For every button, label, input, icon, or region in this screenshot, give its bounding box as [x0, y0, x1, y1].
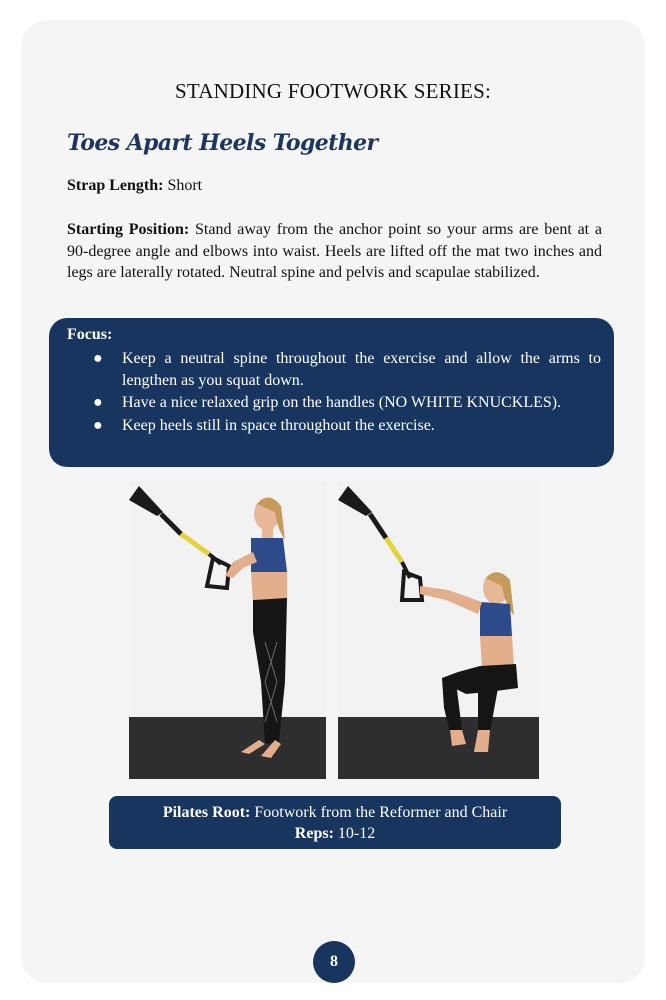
- reps-line: [109, 823, 561, 844]
- strap-length-value: Short: [167, 177, 203, 194]
- focus-item-text: Have a nice relaxed grip on the handles (NO WHITE KNUCKLES).: [122, 394, 562, 411]
- pilates-root-label: Pilates Root:: [162, 804, 251, 821]
- pilates-root-box: [109, 796, 561, 849]
- focus-item: [67, 348, 601, 391]
- pilates-root-line: [109, 802, 561, 823]
- starting-position: [67, 219, 602, 284]
- bullet-icon: ●: [93, 394, 103, 411]
- exercise-title: Toes Apart Heels Together: [67, 130, 378, 156]
- focus-item-text: Keep a neutral spine throughout the exercise and allow the arms to lengthen as you squat down.: [122, 350, 601, 389]
- reps-label: Reps:: [294, 825, 334, 842]
- focus-box: [49, 318, 614, 467]
- pilates-root-value: Footwork from the Reformer and Chair: [254, 804, 508, 821]
- starting-position-label: Starting Position:: [67, 221, 190, 238]
- focus-list: [67, 348, 601, 437]
- focus-item: [67, 392, 601, 414]
- bullet-icon: ●: [93, 416, 103, 434]
- strap-length: [67, 177, 202, 195]
- strap-length-label: Strap Length:: [67, 177, 164, 194]
- focus-label: Focus:: [67, 326, 113, 343]
- reps-value: 10-12: [337, 825, 376, 842]
- squat-photo: [338, 482, 539, 779]
- standing-photo: [129, 482, 326, 779]
- focus-item: [67, 415, 601, 437]
- series-title: STANDING FOOTWORK SERIES:: [175, 79, 491, 103]
- bullet-icon: ●: [93, 350, 103, 367]
- focus-item-text: Keep heels still in space throughout the exercise.: [122, 416, 435, 434]
- page-number: 8: [313, 941, 355, 983]
- starting-position-text: Stand away from the anchor point so your arms are bent at a 90-degree angle and elbows into waist. Heels are lifted off the mat two inches and legs are laterally rotated. Neutral spine and pelvis and scapulae stabilized.: [67, 221, 603, 281]
